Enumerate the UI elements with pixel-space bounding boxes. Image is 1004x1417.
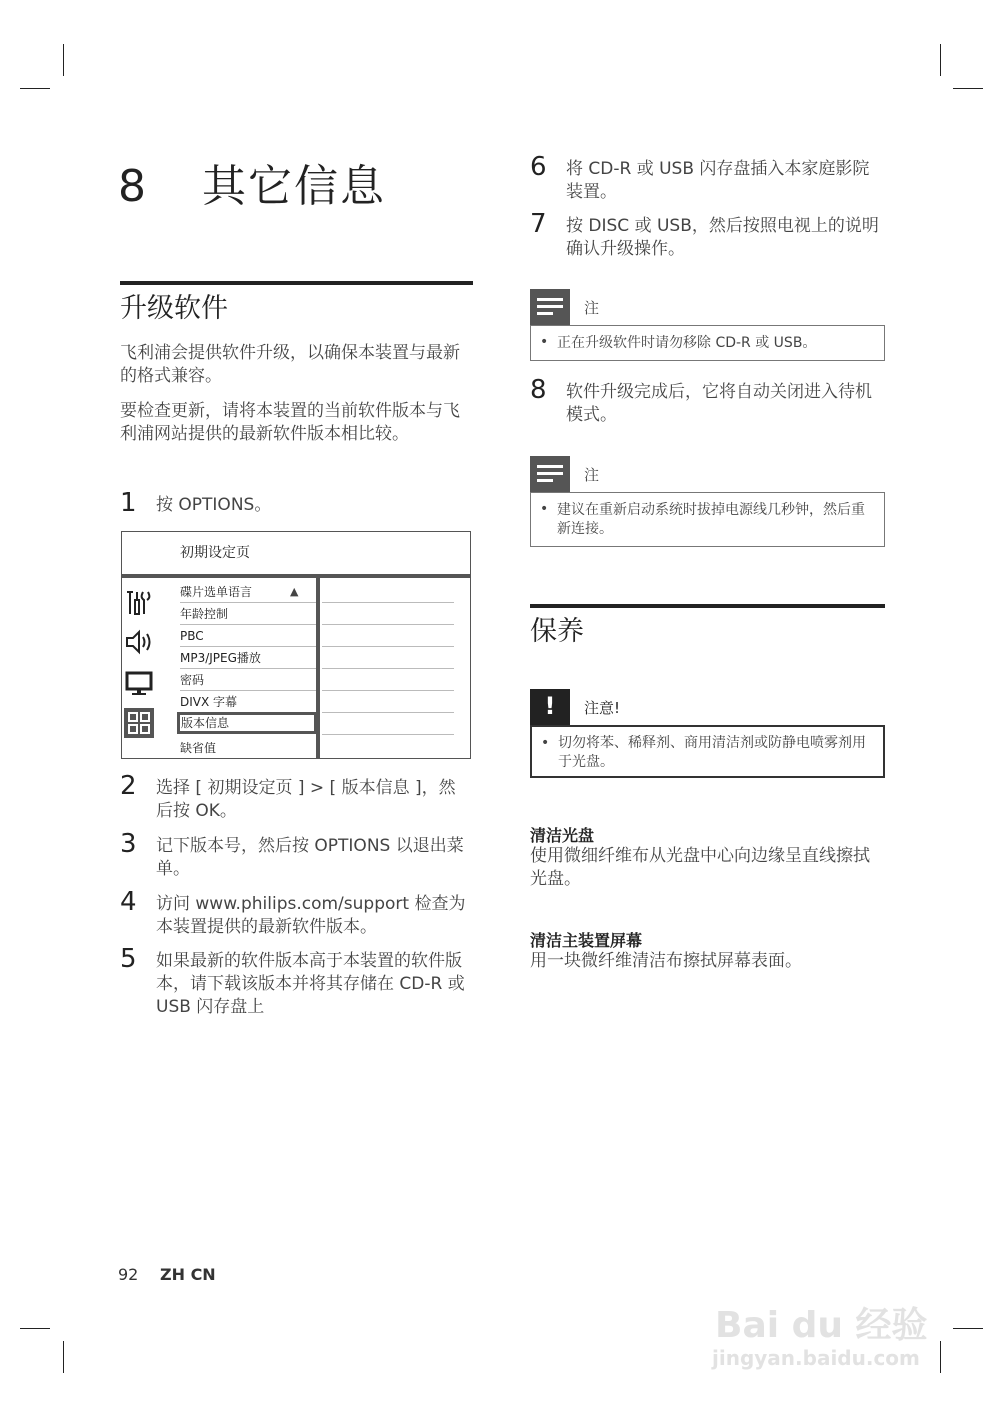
menu-item: 密码 xyxy=(180,669,316,691)
bullet-icon: • xyxy=(540,501,549,517)
speaker-icon xyxy=(124,627,154,657)
menu-value-line xyxy=(322,690,454,691)
note-icon xyxy=(530,456,570,492)
tools-icon xyxy=(124,588,154,618)
step-text: 将 CD-R 或 USB 闪存盘插入本家庭影院装置。 xyxy=(566,159,870,202)
crop-mark xyxy=(953,1328,983,1329)
crop-mark xyxy=(940,1341,941,1373)
step-number: 1 xyxy=(120,488,137,518)
caution-label: 注意! xyxy=(584,699,621,717)
step-number: 2 xyxy=(120,771,137,801)
page-number: 92 xyxy=(118,1265,139,1284)
menu-value-line xyxy=(322,712,454,713)
step-number: 3 xyxy=(120,829,137,859)
menu-item: 缺省值 xyxy=(180,741,217,755)
step-number: 8 xyxy=(530,375,547,405)
menu-value-line xyxy=(322,734,454,735)
menu-divider xyxy=(122,574,470,578)
menu-item: 碟片选单语言 xyxy=(180,581,316,603)
subheading-clean-disc: 清洁光盘 xyxy=(530,826,595,845)
menu-value-line xyxy=(322,624,454,625)
caution-header xyxy=(530,689,885,725)
watermark-brand: Bai du 经验 xyxy=(715,1305,928,1346)
monitor-icon xyxy=(124,668,154,698)
chapter-title: 其它信息 xyxy=(202,161,386,212)
clean-screen-text: 用一块微纤维清洁布擦拭屏幕表面。 xyxy=(530,951,802,971)
note-icon xyxy=(530,289,570,325)
caution-body xyxy=(530,725,885,778)
crop-mark xyxy=(63,1341,64,1373)
step-text: 选择 [ 初期设定页 ] > [ 版本信息 ]，然后按 OK。 xyxy=(156,778,456,821)
upgrade-check: 要检查更新，请将本装置的当前软件版本与飞利浦网站提供的最新软件版本相比较。 xyxy=(120,401,460,444)
step-text: 按 DISC 或 USB，然后按照电视上的说明确认升级操作。 xyxy=(566,216,879,259)
menu-item-selected: 版本信息 xyxy=(177,712,317,734)
section-rule xyxy=(120,281,473,285)
note-text: 建议在重新启动系统时拔掉电源线几秒钟，然后重新连接。 xyxy=(557,502,865,537)
note-header xyxy=(530,289,885,325)
step-text: 按 OPTIONS。 xyxy=(156,495,272,515)
section-title-care: 保养 xyxy=(530,616,584,647)
crop-mark xyxy=(953,88,983,89)
section-rule xyxy=(530,604,885,608)
chapter-heading xyxy=(118,150,386,214)
menu-item: MP3/JPEG播放 xyxy=(180,647,316,669)
bullet-icon: • xyxy=(541,735,550,751)
caution-text: 切勿将苯、稀释剂、商用清洁剂或防静电喷雾剂用于光盘。 xyxy=(558,735,866,770)
preferences-icon xyxy=(124,708,154,738)
menu-value-line xyxy=(322,602,454,603)
section-title-upgrade: 升级软件 xyxy=(120,293,228,324)
exclamation-icon: ! xyxy=(530,689,570,725)
clean-disc-text: 使用微细纤维布从光盘中心向边缘呈直线擦拭光盘。 xyxy=(530,846,870,889)
step-text: 如果最新的软件版本高于本装置的软件版本，请下载该版本并将其存储在 CD-R 或 USB 闪存盘上 xyxy=(156,951,465,1017)
setup-menu-illustration xyxy=(121,531,471,759)
step-number: 6 xyxy=(530,152,547,182)
note-label: 注 xyxy=(584,299,600,317)
step-text: 记下版本号，然后按 OPTIONS 以退出菜单。 xyxy=(156,836,464,879)
crop-mark xyxy=(20,88,50,89)
step-number: 7 xyxy=(530,209,547,239)
upgrade-intro: 飞利浦会提供软件升级，以确保本装置与最新的格式兼容。 xyxy=(120,343,460,386)
menu-item: DIVX 字幕 xyxy=(180,691,316,713)
scroll-up-arrow-icon: ▲ xyxy=(290,585,299,598)
watermark-url: jingyan.baidu.com xyxy=(712,1346,920,1370)
crop-mark xyxy=(20,1328,50,1329)
note-label: 注 xyxy=(584,466,600,484)
bullet-icon: • xyxy=(540,334,549,350)
menu-value-line xyxy=(322,646,454,647)
step-number: 4 xyxy=(120,887,137,917)
step-text: 访问 www.philips.com/support 检查为本装置提供的最新软件版本。 xyxy=(156,894,466,937)
subheading-clean-screen: 清洁主装置屏幕 xyxy=(530,931,643,950)
note-body xyxy=(530,492,885,547)
menu-item: PBC xyxy=(180,625,316,647)
step-number: 5 xyxy=(120,944,137,974)
menu-item: 年龄控制 xyxy=(180,603,316,625)
note-body xyxy=(530,325,885,361)
language-code: ZH CN xyxy=(160,1265,216,1284)
chapter-number: 8 xyxy=(118,161,148,212)
crop-mark xyxy=(940,44,941,76)
menu-title: 初期设定页 xyxy=(180,545,250,561)
crop-mark xyxy=(63,44,64,76)
note-header xyxy=(530,456,885,492)
menu-value-line xyxy=(322,668,454,669)
step-text: 软件升级完成后，它将自动关闭进入待机模式。 xyxy=(566,382,872,425)
note-text: 正在升级软件时请勿移除 CD-R 或 USB。 xyxy=(557,335,817,351)
